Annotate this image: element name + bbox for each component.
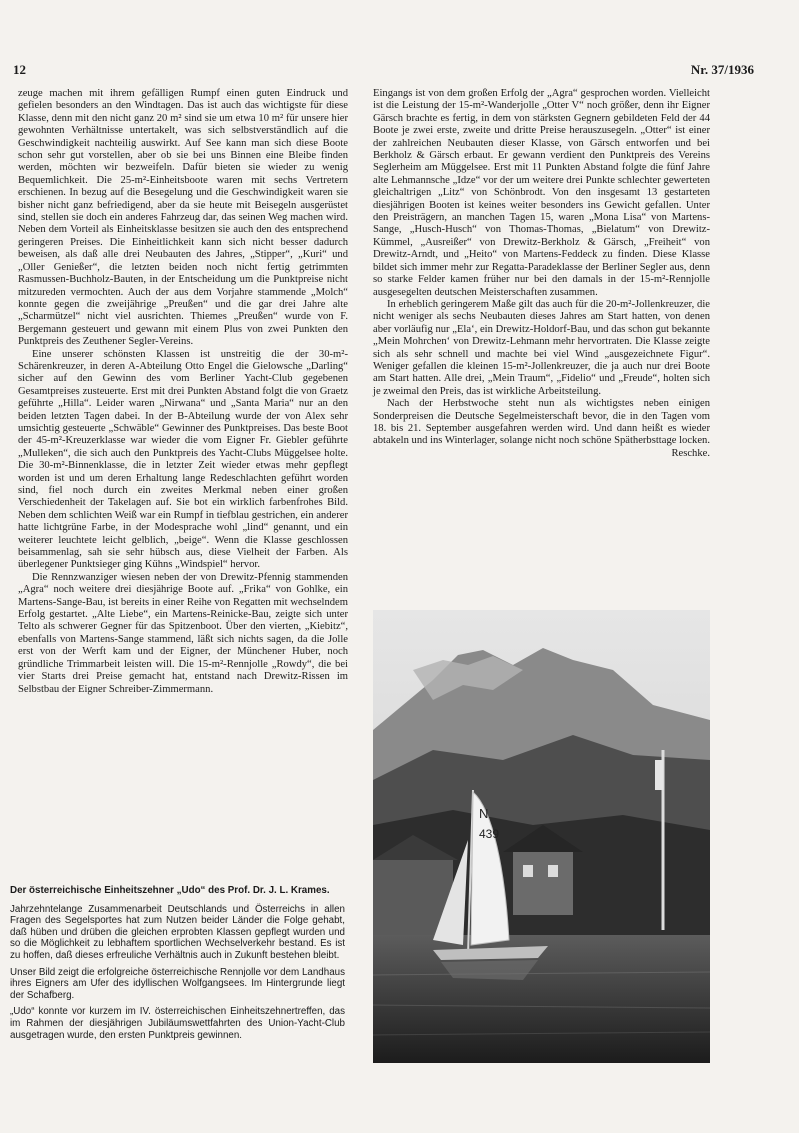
country-house [513, 850, 573, 915]
flag [655, 760, 663, 790]
window [548, 865, 558, 877]
paragraph: Eingangs ist von dem großen Erfolg der „Agra“ gesprochen worden. Vielleicht ist die Leistung der 15-m²-Wanderjolle „Otter V“ noch größer, denn ihr Eigner Gärsch brachte es fertig, in dem von stärksten Gegnern gebildeten Feld der 44 Boote je zwei erste, zweite und dritte Preise herauszusegeln. „Otter“ ist einer der zahlreichen Neubauten dieser Klasse, von Gärsch entworfen und bei Berkholz & Gärsch erbaut. Er gewann verdient den Punktpreis des Vereins Seglerheim am Müggelsee. Erst mit 11 Punkten Abstand folgte die fünf Jahre alte Lehmannsche „Idze“ vor der um weitere drei Punkte schlechter gewerteten gleichaltrigen „Litz“ von Schönbrodt. Von den insgesamt 13 gestarteten diesjährigen Booten ist keines weiter besonders ins Gewicht gefallen. Unter den Preisträgern, an manchen Tagen 15, waren „Mona Lisa“ von Martens-Sange, „Husch-Husch“ von Thomas-Thomas, „Bielatum“ von Drewitz-Kümmel, „Ausreißer“ von Drewitz-Berkholz & Gärsch, „Freiheit“ von Drewitz-Arndt, und „Heito“ von Martens-Feddeck zu finden. Diese Klasse bildet sich immer mehr zur Regatta-Paradeklasse der Berliner Segler aus, denn so starke Felder kamen früher nur bei den damals in der 15-m²-Rennjolle ausgesegelten deutschen Meisterschaften zusammen. [373, 88, 710, 298]
photo-caption [10, 885, 345, 1046]
caption-title: Der österreichische Einheitszehner „Udo“ des Prof. Dr. J. L. Krames. [10, 885, 330, 896]
caption-paragraph: Jahrzehntelange Zusammenarbeit Deutschlands und Österreichs in allen Fragen des Segelsportes hat zum Nutzen beider Länder die Folge gehabt, daß hüben und drüben die gleichen erprobten Klassen gepflegt wurden und so die Möglichkeit zu lebhaftem sportlichen Wechselverkehr bestand. Es ist zu hoffen, daß dieses erfreuliche Verhältnis auch in Zukunft bestehen bleibt. [10, 903, 345, 961]
sailboat-photo [373, 610, 710, 1063]
photo-illustration [373, 610, 710, 1063]
issue-number: Nr. 37/1936 [690, 62, 754, 77]
paragraph: In erheblich geringerem Maße gilt das auch für die 20-m²-Jollenkreuzer, die nicht weniger als sechs Neubauten dieses Jahres am Start hatten, von denen aber vorläufig nur „Ela‘, ein Drewitz-Holdorf-Bau, und das schon gut bekannte „Mein Mohrchen‘ von Drewitz-Lehmann mehr hervortraten. Die Klasse zeigte sich als sehr schnell und machte bei viel Wind „ausgezeichnete Figur“. Weniger gefallen die kleinen 15-m²-Jollenkreuzer, die ja auch nur drei Boote am Start hatten. Alle drei, „Mein Traum“, „Fidelio“ und „Freude“, holten sich je zweimal den Preis, das ist wirkliche Arbeitsteilung. [373, 298, 710, 397]
window [523, 865, 533, 877]
page-number: 12 [13, 62, 26, 77]
caption-paragraph: Unser Bild zeigt die erfolgreiche österreichische Rennjolle vor dem Landhaus ihres Eigners am Ufer des idyllischen Wolfgangsees. Im Hintergrunde liegt der Schafberg. [10, 966, 345, 1001]
sail-number: 439 [479, 827, 500, 841]
sail-letter: N [479, 806, 489, 821]
lake-water [373, 935, 710, 1063]
paragraph: zeuge machen mit ihrem gefälligen Rumpf einen guten Eindruck und gefielen besonders an den Windtagen. Das ist auch das wichtigste für diese Klasse, denn mit den nicht ganz 20 m² sind sie um etwa 10 m² für unsere hier gewohnten Verhältnisse untertakelt, was sich selbstverständlich auf die Geschwindigkeit nachteilig auswirkt. Auf See kann man sich diese Boote schon sehr gut vorstellen, aber ob sie bei uns Binnen eine Bleibe finden werden, möchten wir bezweifeln. Dafür bieten sie wieder zu wenig Bequemlichkeit. Die 25-m²-Einheitsboote waren mit sechs Vertretern erschienen. In bezug auf die Besegelung und die Geschwindigkeit waren sie bisher nicht ganz befriedigend, aber da sie heute mit Beisegeln ausgerüstet sind, stellen sie doch ein anderes Fahrzeug dar, das seinen Weg machen wird. Neben dem Vorteil als Einheitsklasse besitzen sie auch den des entsprechend geringeren Preises. Die Einheitlichkeit kann sich nicht besser dadurch beweisen, als daß alle drei Neubauten des Jahres, „Stipper“, „Kuri“ und „Oller Genießer“, die letzten beiden noch nicht fertig getrimmten Rasmussen-Buchholz-Bauten, in der Entscheidung um die Punktpreise nicht mitzureden vermochten. Auch der aus dem Vorjahre stammende „Molch“ konnte gegen die zweijährige „Preußen“ und die gar drei Jahre alte „Scharmützel“ nicht viel ausrichten. Thiemes „Preußen“ wurde von F. Bergemann gesteuert und gewann mit einem Plus von zwei Punkten den Punktpreis des Zeuthener Segler-Vereins. [18, 88, 348, 348]
paragraph: Nach der Herbstwoche steht nun als wichtigstes neben einigen Sonderpreisen die Deutsche Segelmeisterschaft bevor, die in den Tagen vom 18. bis 21. September ausgefahren werden wird. Und dann heißt es wieder abtakeln und ins Winterlager, solange nicht noch schöne Spätherbsttage locken. [373, 398, 710, 447]
left-text-column [18, 88, 348, 696]
author-signature: Reschke. [671, 447, 710, 459]
paragraph: Eine unserer schönsten Klassen ist unstreitig die der 30-m²-Schärenkreuzer, in deren A-Abteilung Otto Engel die Gielowsche „Darling“ sicher auf den Gewinn des vom Berliner Yacht-Club gegebenen Gesamtpreises zusteuerte. Erst mit drei Punkten Abstand folgt die von Graetz geführte „Hilla“. Leider waren „Nirwana“ und „Santa Maria“ nur an den beiden letzten Tagen dabei. In der B-Abteilung wurde der von Alex sehr umsichtig gesteuerte „Schwäble“ Gewinner des Punktpreises. Das beste Boot der 45-m²-Kreuzerklasse war wieder die vom Eigner Fr. Giebler geführte „Mulleken“, die sich auch den Punktpreis des Yacht-Clubs Müggelsee holte. Die 30-m²-Binnenklasse, die in letzter Zeit wieder etwas mehr gepflegt worden ist und um deren Erhaltung lange Redeschlachten geführt worden sind, fiel noch durch ein zweites Merkmal neben einer großen Verschiedenheit der Takelagen auf. Sie bot ein wirklich farbenfrohes Bild. Neben dem schlichten Weiß war ein Rumpf in tiefblau gestrichen, ein anderer hatte lichtgrüne Farbe, in der Modesprache wohl „lind“ genannt, und ein weiterer leuchtete leicht gelblich, „beige“. Wenn die Klasse geschlossen beisammenlag, sah sie sehr hübsch aus, diese Vielheit der Farben. Als überlegener Punktsieger ging Kühns „Windspiel“ hervor. [18, 348, 348, 571]
caption-paragraph: „Udo“ konnte vor kurzem im IV. österreichischen Einheitszehnertreffen, das im Rahmen der diesjährigen Jubiläumswettfahrten des Union-Yacht-Club ausgetragen wurde, den ersten Punktpreis gewinnen. [10, 1006, 345, 1041]
paragraph: Die Rennzwanziger wiesen neben der von Drewitz-Pfennig stammenden „Agra“ noch weitere drei diesjährige Boote auf. „Frika“ von Gohlke, ein Martens-Sange-Bau, ist bereits in einer Reihe von Regatten mit wechselndem Erfolg gestartet. „Alte Liebe“, ein Martens-Reinicke-Bau, zeigte sich unter Telto als schwerer Gegner für das Spitzenboot. Über den vierten, „Kiebitz“, ebenfalls von Martens-Sange stammend, läßt sich nichts sagen, da die Jolle erst von der Werft kam und der Eigner, der Münchener Huber, noch gründliche Trimmarbeit leisten will. Die 15-m²-Rennjolle „Rowdy“, die bei vier Starts drei Preise gemacht hat, entstand nach Drewitz-Rissen im Selbstbau der Eigner Schreiber-Zimmermann. [18, 571, 348, 695]
right-text-column [373, 88, 710, 460]
hull-reflection [441, 960, 538, 980]
